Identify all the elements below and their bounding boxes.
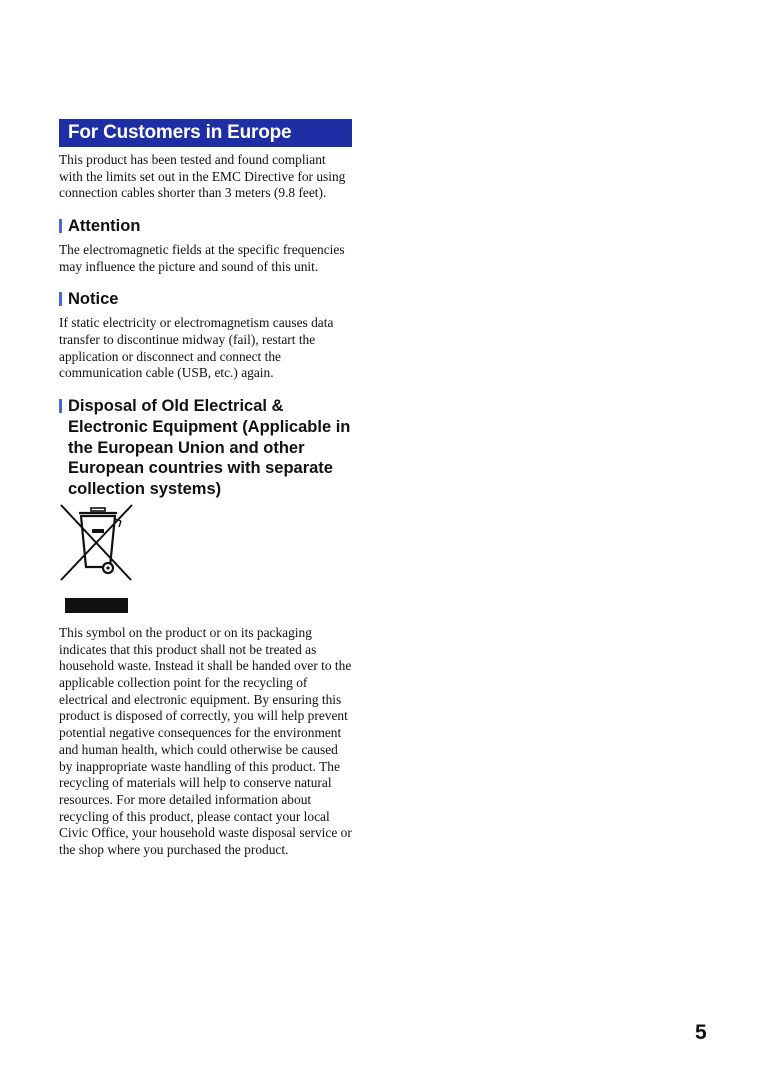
notice-paragraph: If static electricity or electromagnetism causes data transfer to discontinue midway (fail), restart the application or disconnect and connect the communication cable (USB, etc.) again. xyxy=(59,315,334,381)
attention-heading xyxy=(59,216,352,237)
notice-heading xyxy=(59,289,352,310)
page-number: 5 xyxy=(695,1021,707,1044)
attention-heading-text: Attention xyxy=(68,217,141,236)
heading-bar xyxy=(59,219,62,233)
attention-paragraph: The electromagnetic fields at the specific frequencies may influence the picture and sound of this unit. xyxy=(59,241,345,274)
main-column xyxy=(59,119,352,859)
crossed-out-wheeled-bin-icon xyxy=(59,503,139,613)
section-title-banner xyxy=(59,119,352,147)
disposal-heading xyxy=(59,396,352,500)
section-title: For Customers in Europe xyxy=(68,122,292,143)
disposal-heading-text: Disposal of Old Electrical & Electronic Equipment (Applicable in the European Union and other European countries with separate collection systems) xyxy=(68,396,351,499)
disposal-paragraph: This symbol on the product or on its packaging indicates that this product shall not be treated as household waste. Instead it shall be handed over to the applicable collection point for the recycling of electrical and electronic equipment. By ensuring this product is disposed of correctly, you will help prevent potential negative consequences for the environment and human health, which could otherwise be caused by inappropriate waste handling of this product. The recycling of materials will help to conserve natural resources. For more detailed information about recycling of this product, please contact your local Civic Office, your household waste disposal service or the shop where you purchased the product. xyxy=(59,624,352,858)
heading-bar xyxy=(59,399,62,413)
notice-heading-text: Notice xyxy=(68,290,119,309)
heading-bar xyxy=(59,292,62,306)
emc-compliance-paragraph: This product has been tested and found compliant with the limits set out in the EMC Directive for using connection cables shorter than 3 meters (9.8 feet). xyxy=(59,152,346,201)
